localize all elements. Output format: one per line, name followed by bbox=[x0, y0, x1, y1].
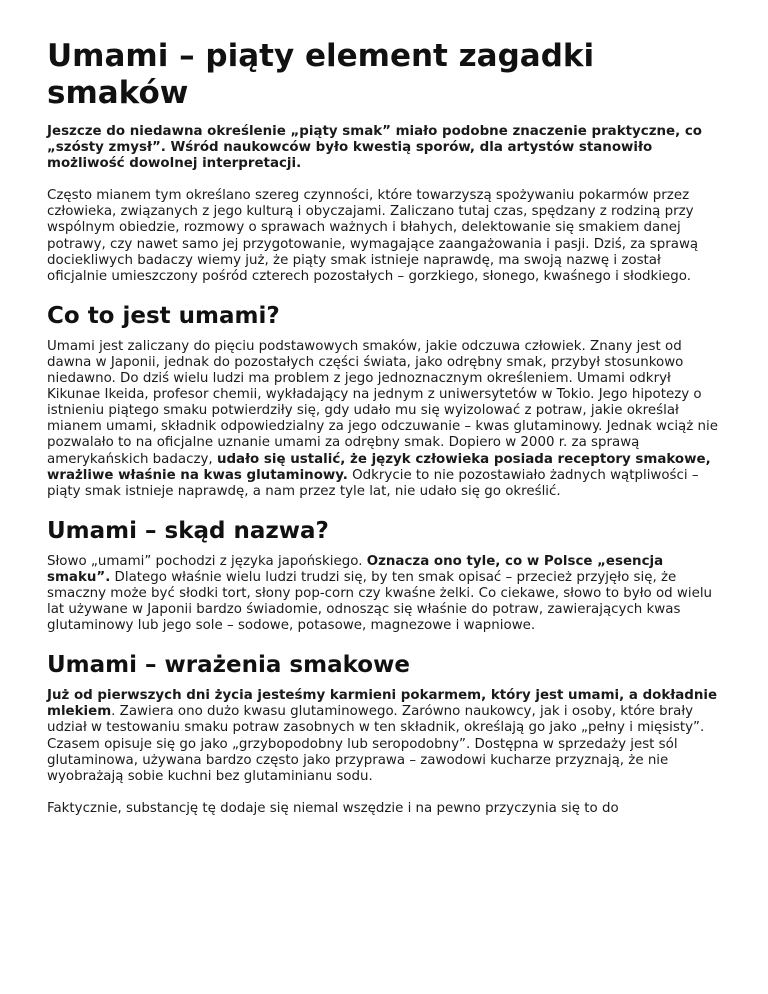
paragraph-text: . Zawiera ono dużo kwasu glutaminowego. Zarówno naukowcy, jak i osoby, które brały udział w testowaniu smaku potraw zasobnych w ten składnik, określają go jako „pełny i mięsisty”. Czasem opisuje się go jako „grzybopodobny lub seropodobny”. Dostępna w sprzedaży jest sól glutaminowa, używana bardzo często jako przyprawa – zawodowi kucharze przyznają, że nie wyobrażają sobie kuchni bez glutaminianu sodu. bbox=[47, 704, 705, 784]
paragraph-text: Dlatego właśnie wielu ludzi trudzi się, by ten smak opisać – przecież przyjęło się, że smaczny może być słodki tort, słony pop-corn czy kwaśne żelki. Co ciekawe, słowo to było od wielu lat używane w Japonii bardzo świadomie, odnosząc się właśnie do potraw, zawierających kwas glutaminowy lub jego sole – sodowe, potasowe, magnezowe i wapniowe. bbox=[47, 569, 713, 634]
article-lead: Jeszcze do niedawna określenie „piąty smak” miało podobne znaczenie praktyczne, co „szósty zmysł”. Wśród naukowców było kwestią sporów, dla artystów stanowiło możliwość dowolnej interpretacji. bbox=[47, 124, 702, 172]
paragraph-text: Umami jest zaliczany do pięciu podstawowych smaków, jakie odczuwa człowiek. Znany jest od dawna w Japonii, jednak do pozostałych części świata, jako odrębny smak, przybył stosunkowo niedawno. Do dziś wielu ludzi ma problem z jego jednoznacznym określeniem. Umami odkrył Kikunae Ikeida, profesor chemii, wykładający na jednym z uniwersytetów w Tokio. Jego hipotezy o istnieniu piątego smaku potwierdziły się, gdy udało mu się wyizolować z potraw, jakie określał mianem umami, składnik odpowiedzialny za jego odczuwanie – kwas glutaminowy. Jednak wciąż nie pozwalało to na oficjalne uznanie umami za odrębny smak. Dopiero w 2000 r. za sprawą amerykańskich badaczy, bbox=[47, 338, 718, 467]
paragraph-text: Słowo „umami” pochodzi z języka japońskiego. bbox=[47, 553, 367, 569]
section-paragraph-name-origin bbox=[47, 554, 718, 634]
section-paragraph-taste-impressions bbox=[47, 688, 718, 785]
article-intro: Często mianem tym określano szereg czynności, które towarzyszą spożywaniu pokarmów przez człowieka, związanych z jego kulturą i obyczajami. Zaliczano tutaj czas, spędzany z rodziną przy wspólnym obiedzie, rozmowy o sprawach ważnych i błahych, delektowanie się smakiem danej potrawy, czy nawet samo jej przygotowanie, wymagające zaangażowania i pasji. Dziś, za sprawą dociekliwych badaczy wiemy już, że piąty smak istnieje naprawdę, ma swoją nazwę i został oficjalnie umieszczony pośród czterech pozostałych – gorzkiego, słonego, kwaśnego i słodkiego. bbox=[47, 188, 699, 284]
paragraph-bold-text: Oznacza ono tyle, co w Polsce „esencja smaku”. bbox=[47, 553, 664, 585]
paragraph-bold-text: udało się ustalić, że język człowieka posiada receptory smakowe, wrażliwe właśnie na kwas glutaminowy. bbox=[47, 451, 711, 483]
paragraph-text: Odkrycie to nie pozostawiało żadnych wątpliwości – piąty smak istnieje naprawdę, a nam przez tyle lat, nie udało się go określić. bbox=[47, 467, 699, 499]
section-heading-what-is-umami: Co to jest umami? bbox=[47, 302, 280, 329]
section-paragraph-taste-impressions-continued: Faktycznie, substancję tę dodaje się niemal wszędzie i na pewno przyczynia się to do bbox=[47, 800, 619, 816]
section-paragraph-what-is-umami bbox=[47, 339, 718, 500]
paragraph-bold-text: Już od pierwszych dni życia jesteśmy karmieni pokarmem, który jest umami, a dokładnie mlekiem bbox=[47, 688, 718, 720]
section-heading-name-origin: Umami – skąd nazwa? bbox=[47, 517, 329, 544]
section-heading-taste-impressions: Umami – wrażenia smakowe bbox=[47, 652, 410, 679]
article-title: Umami – piąty element zagadki smaków bbox=[47, 38, 595, 111]
